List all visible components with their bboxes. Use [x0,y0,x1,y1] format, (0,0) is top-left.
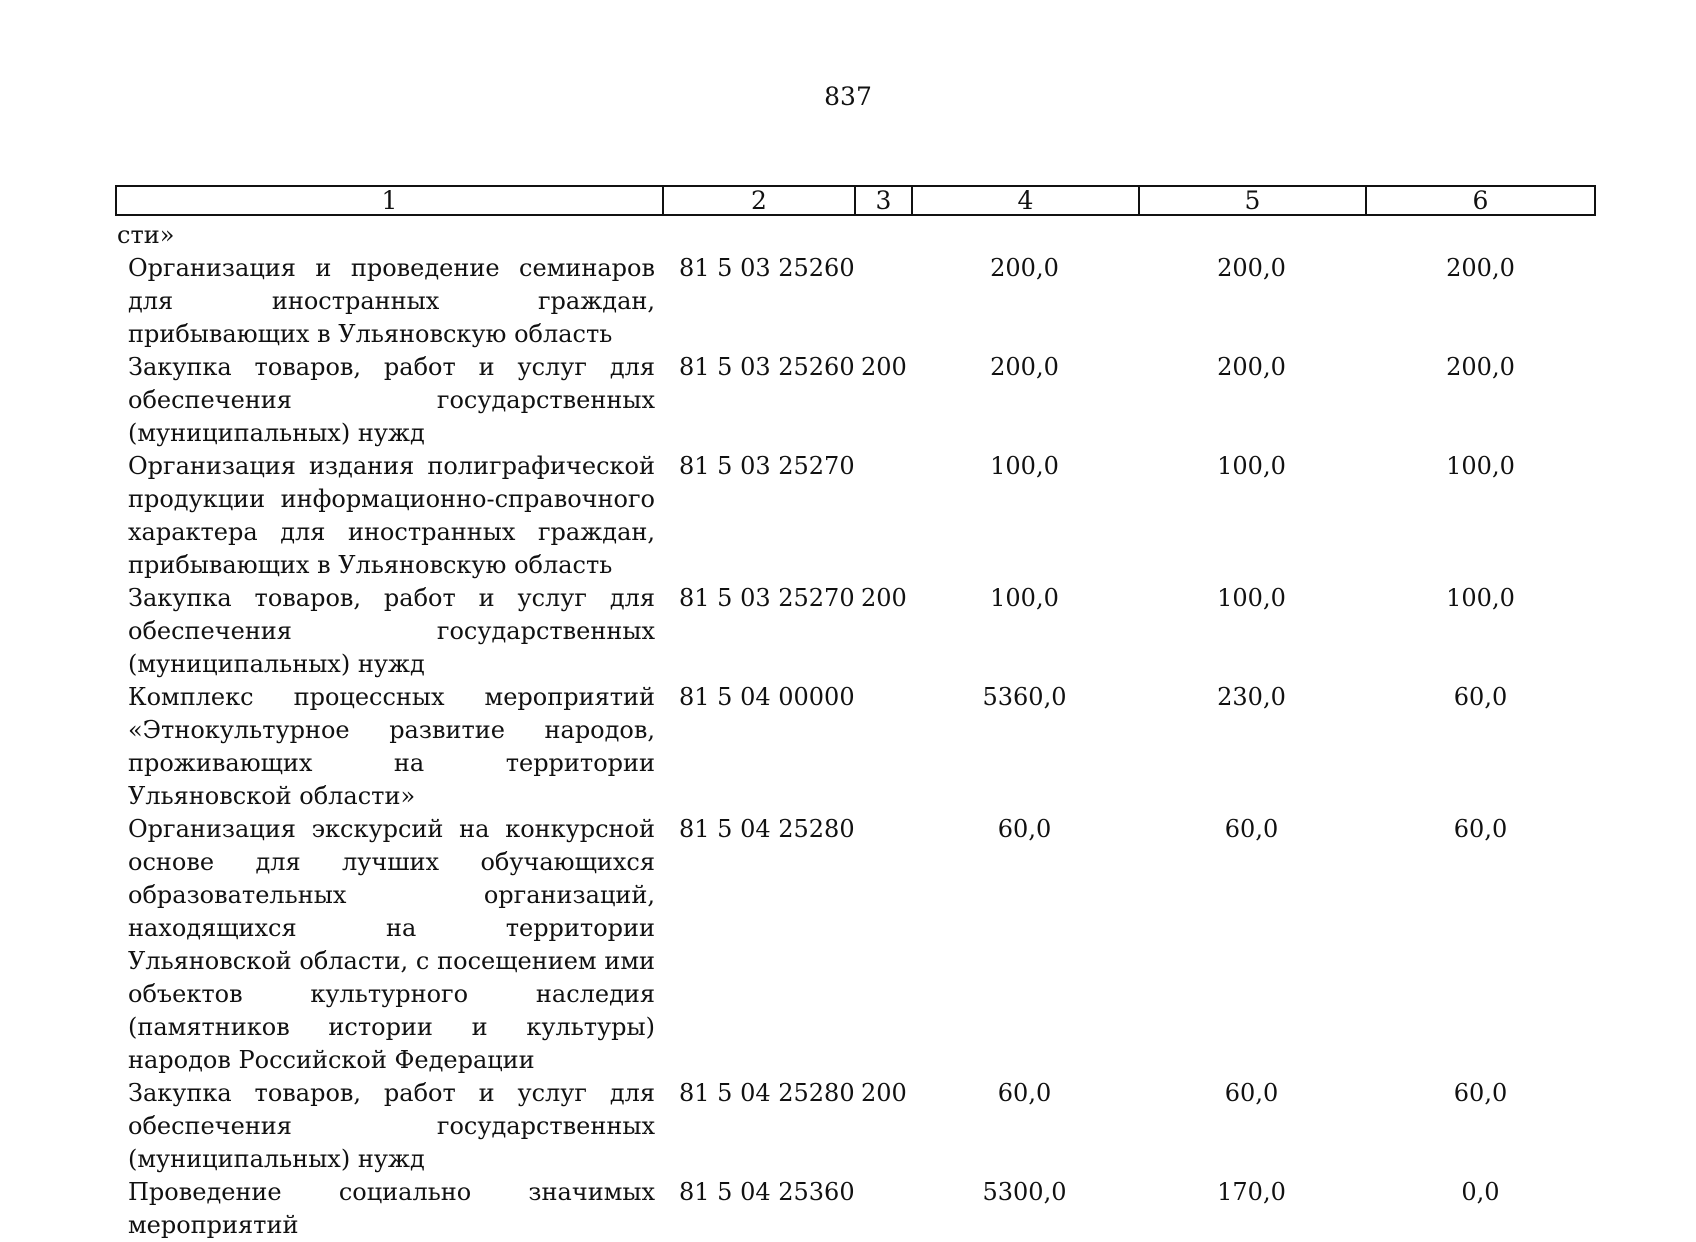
column-header-1: 1 [117,187,664,214]
table-row [115,681,1596,813]
row-type: 200 [861,584,907,612]
row-name: Закупка товаров, работ и услуг для обеспечения государственных (муниципальных) нужд [128,1079,655,1173]
row-name: Организация и проведение семинаров для иностранных граждан, прибывающих в Ульяновскую область [128,254,655,348]
row-name: Закупка товаров, работ и услуг для обеспечения государственных (муниципальных) нужд [128,584,655,678]
row-name: Комплекс процессных мероприятий «Этнокультурное развитие народов, проживающих на территории Ульяновской области» [128,683,655,810]
row-value-1: 100,0 [990,452,1059,480]
row-code: 81 5 03 25260 [679,254,855,282]
table-row [115,450,1596,582]
row-name: Проведение социально значимых мероприятий [128,1178,655,1239]
row-code: 81 5 03 25260 [679,353,855,381]
row-value-1: 100,0 [990,584,1059,612]
row-value-1: 5360,0 [982,683,1067,711]
row-value-2: 60,0 [1224,815,1279,843]
row-value-1: 200,0 [990,353,1059,381]
row-value-2: 230,0 [1217,683,1286,711]
row-value-3: 60,0 [1453,815,1508,843]
row-value-2: 170,0 [1217,1178,1286,1206]
column-header-6: 6 [1472,186,1489,215]
column-header-2: 2 [664,187,856,214]
row-value-2: 200,0 [1217,254,1286,282]
row-code: 81 5 03 25270 [679,452,855,480]
row-name: Организация экскурсий на конкурсной основе для лучших обучающихся образовательных организаций, находящихся на территории Ульяновской области, с посещением ими объектов культурного наследия (памятников истории и культуры) народов Российской Федерации [128,815,655,1074]
row-value-1: 60,0 [997,815,1052,843]
row-value-2: 100,0 [1217,584,1286,612]
row-value-2: 100,0 [1217,452,1286,480]
table-row [115,1077,1596,1176]
row-code: 81 5 04 25360 [679,1178,855,1206]
row-type: 200 [861,1079,907,1107]
continuation-text: сти» [117,221,175,249]
row-value-3: 0,0 [1461,1178,1500,1206]
table-row [115,351,1596,450]
row-value-3: 100,0 [1446,584,1515,612]
row-name: Закупка товаров, работ и услуг для обеспечения государственных (муниципальных) нужд [128,353,655,447]
table-header [115,185,1596,216]
row-value-1: 5300,0 [982,1178,1067,1206]
row-value-1: 200,0 [990,254,1059,282]
row-value-2: 200,0 [1217,353,1286,381]
row-value-3: 200,0 [1446,254,1515,282]
row-value-1: 60,0 [997,1079,1052,1107]
column-header-3: 3 [856,187,913,214]
row-value-3: 60,0 [1453,1079,1508,1107]
row-name: Организация издания полиграфической продукции информационно-справочного характера для иностранных граждан, прибывающих в Ульяновскую область [128,452,655,579]
column-header-5: 5 [1140,187,1367,214]
row-code: 81 5 04 00000 [679,683,855,711]
table-body [115,219,1596,1242]
table-row [115,582,1596,681]
row-value-3: 60,0 [1453,683,1508,711]
table-row [115,813,1596,1077]
row-type: 200 [861,353,907,381]
table-row [115,1176,1596,1242]
row-code: 81 5 04 25280 [679,1079,855,1107]
column-header-4: 4 [913,187,1140,214]
row-value-2: 60,0 [1224,1079,1279,1107]
page-number: 837 [824,82,872,111]
row-code: 81 5 04 25280 [679,815,855,843]
row-value-3: 200,0 [1446,353,1515,381]
row-value-3: 100,0 [1446,452,1515,480]
table-row [115,252,1596,351]
row-code: 81 5 03 25270 [679,584,855,612]
